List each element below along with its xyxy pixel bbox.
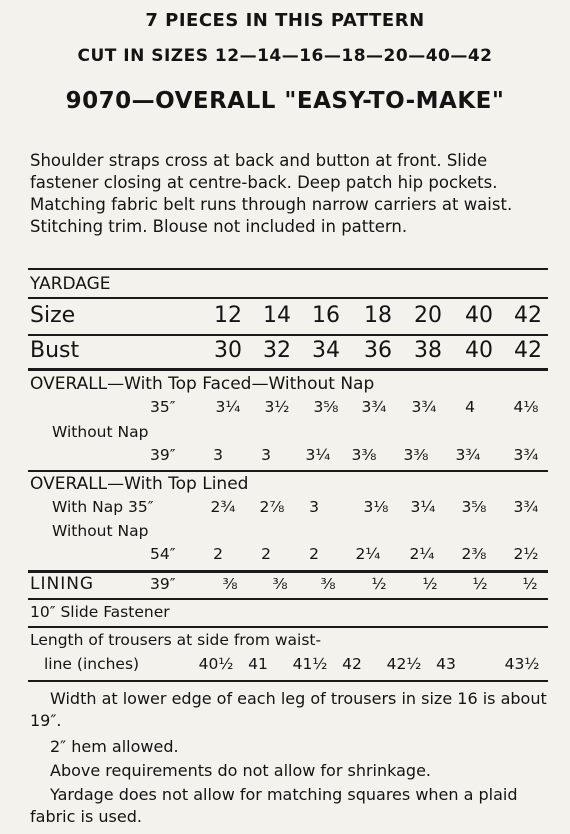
yardage-cell: 3⅝ [313,398,339,416]
bust-cell: 36 [364,338,392,363]
pattern-title: 9070—OVERALL "EASY-TO-MAKE" [65,88,505,114]
yardage-cell: 2¼ [355,545,381,563]
bust-cell: 42 [514,338,542,363]
overall-faced-width-39: 39″ [150,446,176,464]
size-label: Size [30,303,76,328]
yardage-cell: 3¾ [361,398,387,416]
yardage-label: YARDAGE [30,274,111,294]
yardage-cell: 3¼ [305,446,331,464]
overall-faced-heading: OVERALL—With Top Faced—Without Nap [30,374,375,394]
overall-lined-heading: OVERALL—With Top Lined [30,474,249,494]
yardage-cell: 3¾ [455,446,481,464]
yardage-cell: 2¼ [409,545,435,563]
note-plaid: Yardage does not allow for matching squares when a plaid fabric is used. [30,785,518,826]
overall-lined-width-54: 54″ [150,545,176,563]
length-cell: 43½ [504,655,540,673]
note-width: Width at lower edge of each leg of trousers in size 16 is about 19″. [30,689,547,730]
divider [28,570,548,573]
yardage-cell: 2⅜ [461,545,487,563]
yardage-cell: 2 [309,545,319,563]
yardage-cell: 3¾ [411,398,437,416]
length-cell: 41½ [292,655,328,673]
divider [28,268,548,270]
yardage-cell: ½ [472,575,488,593]
lining-width: 39″ [150,575,176,593]
note-shrinkage: Above requirements do not allow for shrinkage. [50,761,432,780]
yardage-cell: 3⅛ [363,498,389,516]
yardage-cell: 2½ [513,545,539,563]
divider [28,297,548,299]
divider [28,680,548,682]
yardage-cell: 2 [261,545,271,563]
yardage-cell: 3 [213,446,223,464]
length-cell: 41 [248,655,268,673]
size-cell: 40 [465,303,493,328]
divider [28,470,548,472]
overall-faced-width-35: 35″ [150,398,176,416]
yardage-cell: 2 [213,545,223,563]
length-cell: 42 [342,655,362,673]
yardage-cell: 3⅜ [351,446,377,464]
yardage-cell: 3 [309,498,319,516]
pieces-heading: 7 PIECES IN THIS PATTERN [145,10,425,31]
bust-cell: 30 [214,338,242,363]
divider [28,334,548,336]
yardage-cell: 3 [261,446,271,464]
size-cell: 18 [364,303,392,328]
yardage-cell: 4 [465,398,475,416]
yardage-cell: 2¾ [210,498,236,516]
yardage-cell: 3¼ [215,398,241,416]
size-cell: 42 [514,303,542,328]
divider [28,626,548,628]
without-nap-label: Without Nap [52,423,149,441]
size-cell: 12 [214,303,242,328]
slide-fastener: 10″ Slide Fastener [30,603,170,621]
length-cell: 43 [436,655,456,673]
length-cell: 42½ [386,655,422,673]
yardage-cell: 3¾ [513,498,539,516]
yardage-cell: ⅜ [222,575,238,593]
yardage-cell: 3¾ [513,446,539,464]
pattern-description: Shoulder straps cross at back and button at front. Slide fastener closing at centre-back. Deep patch hip pockets. Matching fabric belt runs through narrow carriers at waist. Stitching trim. Blouse not included in pattern. [30,151,513,236]
yardage-cell: ½ [522,575,538,593]
note-hem: 2″ hem allowed. [50,737,179,756]
bust-cell: 40 [465,338,493,363]
trousers-length-label-cont: line (inches) [44,655,140,673]
yardage-cell: 3¼ [410,498,436,516]
bust-cell: 38 [414,338,442,363]
bust-label: Bust [30,338,80,363]
yardage-cell: ⅜ [320,575,336,593]
yardage-cell: 2⅞ [259,498,285,516]
bust-cell: 32 [263,338,291,363]
sizes-heading: CUT IN SIZES 12—14—16—18—20—40—42 [77,46,493,66]
yardage-cell: 3½ [264,398,290,416]
yardage-cell: 3⅝ [461,498,487,516]
lining-label: LINING [30,574,95,594]
bust-cell: 34 [312,338,340,363]
with-nap-label: With Nap 35″ [52,498,154,516]
length-cell: 40½ [198,655,234,673]
without-nap-label: Without Nap [52,522,149,540]
divider [28,368,548,371]
yardage-cell: 4⅛ [513,398,539,416]
yardage-cell: ⅜ [272,575,288,593]
yardage-cell: ½ [422,575,438,593]
size-cell: 20 [414,303,442,328]
yardage-cell: ½ [371,575,387,593]
size-cell: 16 [312,303,340,328]
trousers-length-label: Length of trousers at side from waist- [30,631,322,649]
yardage-cell: 3⅜ [403,446,429,464]
divider [28,598,548,600]
size-cell: 14 [263,303,291,328]
